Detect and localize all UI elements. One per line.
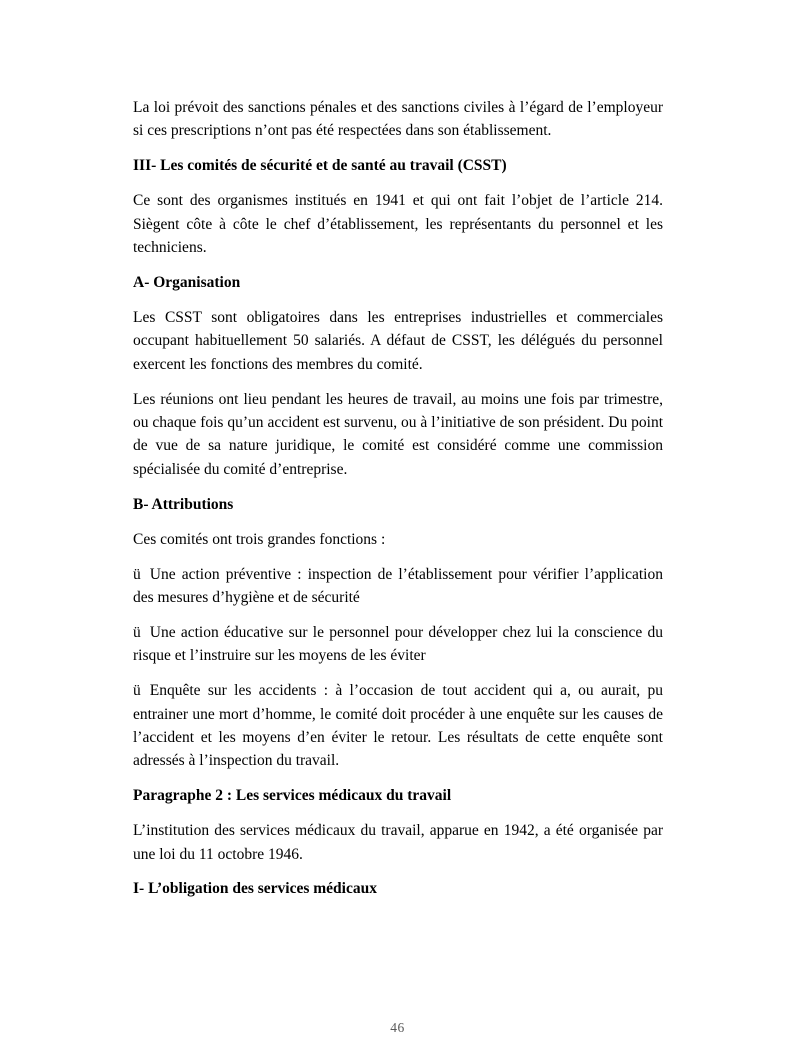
page-footer — [0, 1019, 795, 1037]
bullet-item — [133, 563, 663, 610]
bullet-text: Une action préventive : inspection de l’établissement pour vérifier l’application des mesures d’hygiène et de sécurité — [133, 565, 663, 606]
bullet-marker: ü — [133, 565, 141, 583]
bullet-marker: ü — [133, 682, 141, 700]
bullet-item — [133, 679, 663, 773]
section-heading: Paragraphe 2 : Les services médicaux du travail — [133, 787, 452, 805]
paragraph: Ce sont des organismes institués en 1941 et qui ont fait l’objet de l’article 214. Siègent côte à côte le chef d’établissement, les représentants du personnel et les techniciens. — [133, 192, 663, 257]
section-heading: A- Organisation — [133, 273, 241, 291]
paragraph: La loi prévoit des sanctions pénales et des sanctions civiles à l’égard de l’employeur si ces prescriptions n’ont pas été respectées dans son établissement. — [133, 99, 663, 140]
bullet-text: Enquête sur les accidents : à l’occasion de tout accident qui a, ou aurait, pu entrainer une mort d’homme, le comité doit procéder à une enquête sur les causes de l’accident et les moyens d’en éviter le retour. Les résultats de cette enquête sont adressés à l’inspection du travail. — [133, 682, 663, 770]
page-number: 46 — [390, 1020, 405, 1035]
bullet-text: Une action éducative sur le personnel pour développer chez lui la conscience du risque et l’instruire sur les moyens de les éviter — [133, 623, 663, 665]
paragraph: Ces comités ont trois grandes fonctions : — [133, 530, 386, 548]
bullet-marker: ü — [133, 623, 141, 641]
section-heading: B- Attributions — [133, 495, 234, 513]
section-heading: III- Les comités de sécurité et de santé au travail (CSST) — [133, 157, 507, 175]
section-heading: I- L’obligation des services médicaux — [133, 880, 377, 898]
bullet-item — [133, 621, 663, 668]
paragraph: Les CSST sont obligatoires dans les entreprises industrielles et commerciales occupant habituellement 50 salariés. A défaut de CSST, les délégués du personnel exercent les fonctions des membres du comité. — [133, 308, 663, 373]
paragraph: L’institution des services médicaux du travail, apparue en 1942, a été organisée par une loi du 11 octobre 1946. — [133, 822, 663, 863]
paragraph: Les réunions ont lieu pendant les heures de travail, au moins une fois par trimestre, ou chaque fois qu’un accident est survenu, ou à l’initiative de son président. Du point de vue de sa nature juridique, le comité est considéré comme une commission spécialisée du comité d’entreprise. — [133, 390, 663, 478]
document-content — [133, 96, 663, 912]
